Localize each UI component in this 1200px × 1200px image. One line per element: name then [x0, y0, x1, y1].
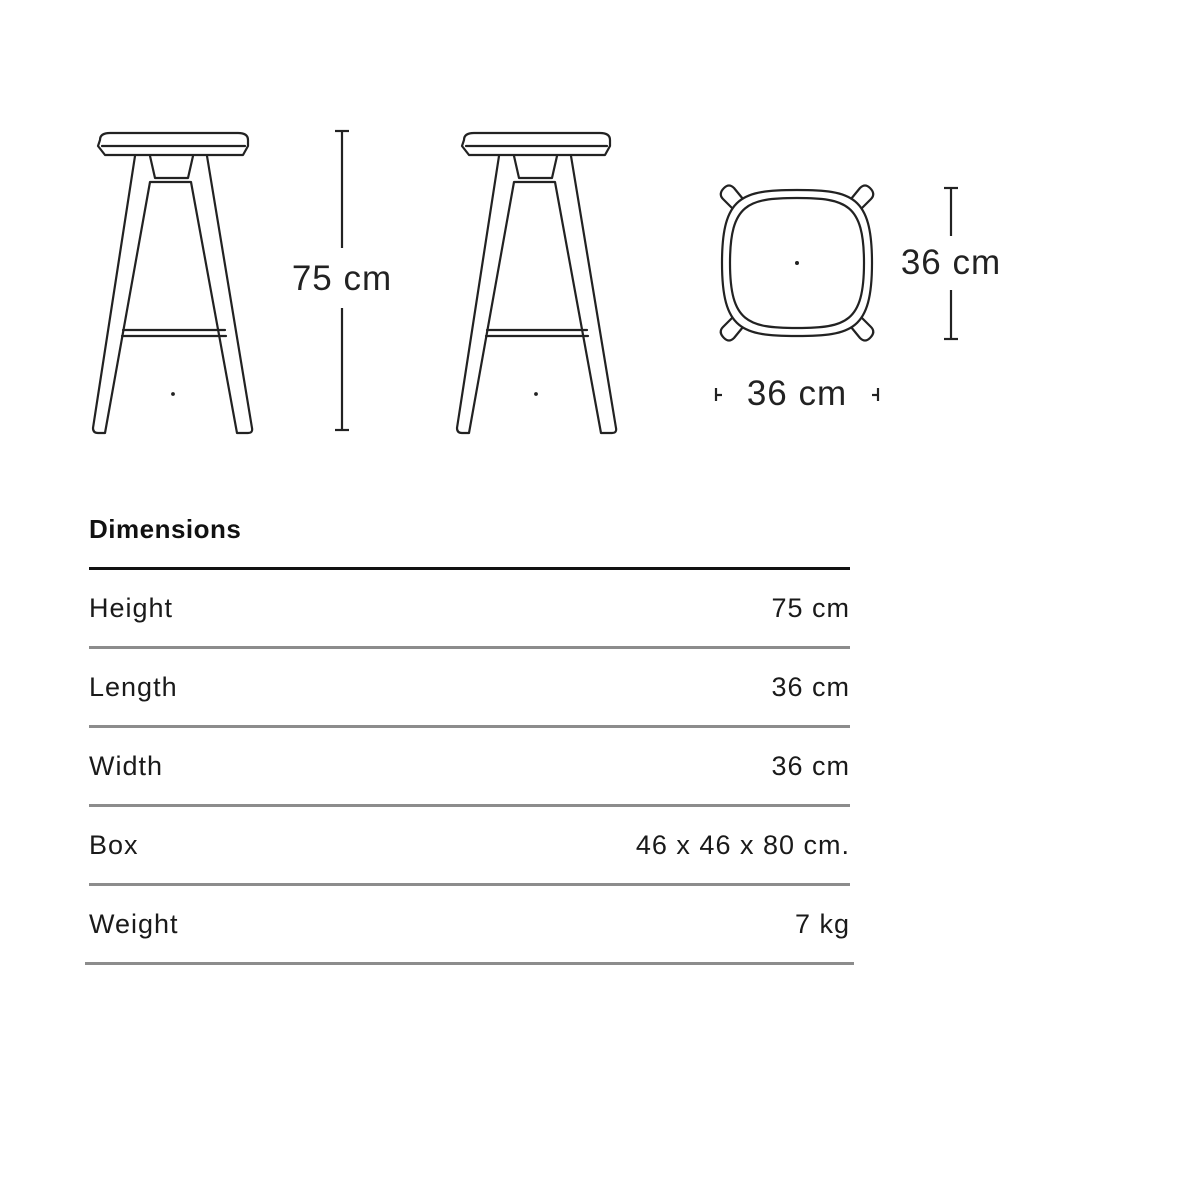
height-dimension-label: 75 cm: [291, 259, 393, 298]
row-label: Weight: [89, 908, 179, 939]
width-dimension-label: 36 cm: [746, 374, 848, 413]
table-row-width: [89, 728, 850, 807]
row-value: 75 cm: [771, 592, 850, 623]
stool-top-view: [721, 186, 874, 341]
row-label: Box: [89, 829, 139, 860]
row-label: Height: [89, 592, 174, 623]
row-label: Width: [89, 750, 164, 781]
table-row-length: [89, 649, 850, 728]
dimensions-table: [89, 567, 850, 965]
stool-technical-drawing: [0, 0, 1200, 470]
row-value: 7 kg: [794, 908, 850, 939]
table-row-height: [89, 570, 850, 649]
table-row-weight: [85, 886, 854, 965]
stool-front-view: [93, 133, 252, 433]
dimensions-heading: Dimensions: [89, 514, 242, 544]
row-value: 36 cm: [771, 671, 850, 702]
table-row-box: [89, 807, 850, 886]
stool-side-view: [457, 133, 616, 433]
row-value: 46 x 46 x 80 cm.: [635, 829, 850, 860]
depth-dimension-label: 36 cm: [900, 243, 1002, 282]
row-value: 36 cm: [771, 750, 850, 781]
row-label: Length: [89, 671, 178, 702]
